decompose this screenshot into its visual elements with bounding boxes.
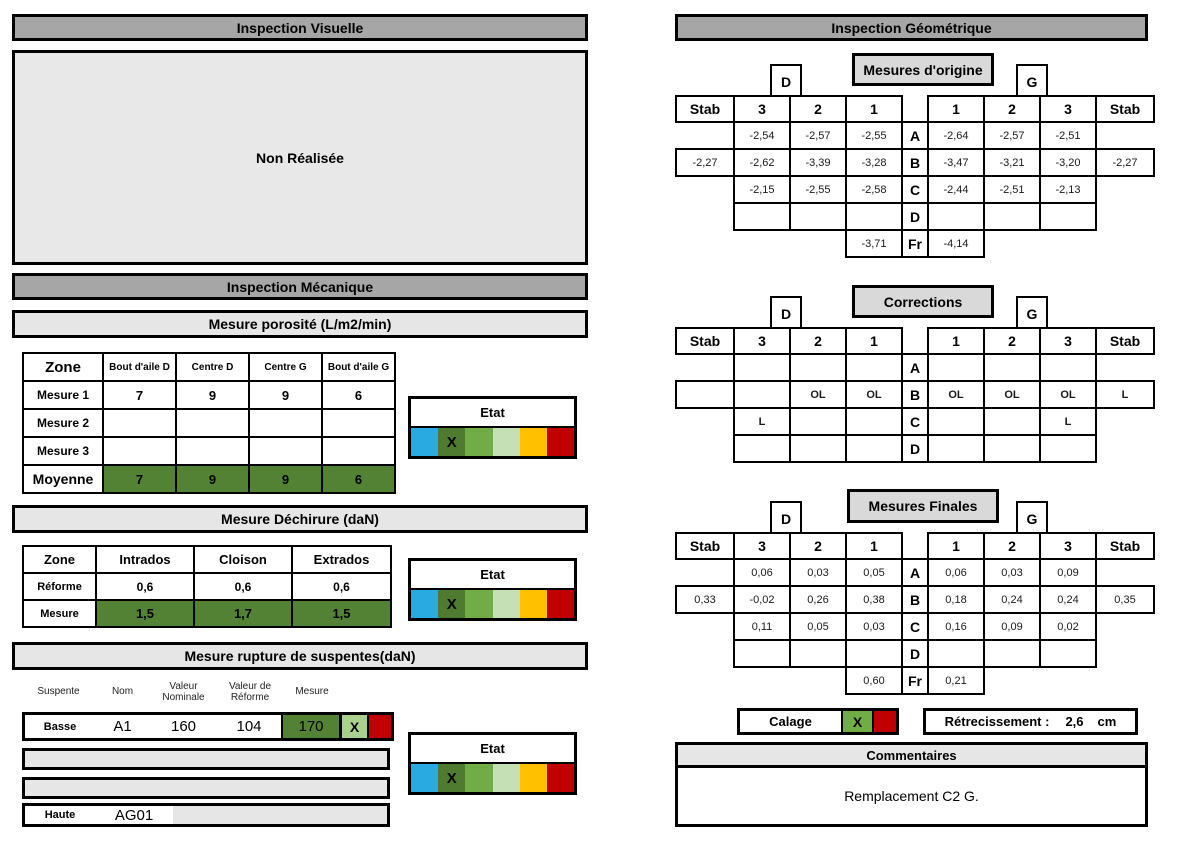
- corrections-B-rstab[interactable]: L: [1095, 380, 1155, 409]
- corrections-B-r2[interactable]: OL: [983, 380, 1041, 409]
- finales-B-l3[interactable]: -0,02: [733, 585, 791, 614]
- origin-B-l2[interactable]: -3,39: [789, 148, 847, 177]
- row-letter: C: [901, 175, 929, 204]
- finales-C-r2[interactable]: 0,09: [983, 612, 1041, 641]
- col-2: 2: [789, 95, 847, 123]
- row-label: Réforme: [22, 572, 97, 601]
- col-3: 3: [733, 327, 791, 355]
- origin-B-l1[interactable]: -3,28: [845, 148, 903, 177]
- geometric-inspection-header: Inspection Géométrique: [675, 14, 1148, 41]
- dechirure-col: Extrados: [291, 545, 392, 574]
- etat-cell-red[interactable]: [547, 428, 574, 456]
- finales-A-r2[interactable]: 0,03: [983, 558, 1041, 587]
- corrections-C-l1[interactable]: [845, 407, 903, 436]
- porosity-cell[interactable]: [321, 436, 396, 466]
- gap: [1095, 612, 1155, 641]
- row-label: Mesure 2: [22, 408, 104, 438]
- row-letter: B: [901, 148, 929, 177]
- origin-C-r2[interactable]: -2,51: [983, 175, 1041, 204]
- origin-Fr-r1[interactable]: -4,14: [927, 229, 985, 258]
- finales-A-r3[interactable]: 0,09: [1039, 558, 1097, 587]
- porosity-col: Bout d'aile G: [321, 352, 396, 382]
- etat-cell-amber[interactable]: [520, 428, 547, 456]
- corrections-A-l2[interactable]: [789, 353, 847, 382]
- origin-D-r2[interactable]: [983, 202, 1041, 231]
- etat-title: Etat: [411, 561, 574, 590]
- suspentes-column-labels: [22, 676, 394, 708]
- finales-D-r1[interactable]: [927, 639, 985, 668]
- row-letter: D: [901, 434, 929, 463]
- row-letter: A: [901, 121, 929, 150]
- porosity-row-moyenne: [22, 464, 396, 494]
- finales-C-r1[interactable]: 0,16: [927, 612, 985, 641]
- porosity-header: Mesure porosité (L/m2/min): [12, 310, 588, 338]
- col-3: 3: [1039, 95, 1097, 123]
- porosity-cell[interactable]: 9: [248, 380, 323, 410]
- grid-header-row: [675, 327, 1155, 355]
- origin-C-l1[interactable]: -2,58: [845, 175, 903, 204]
- origin-A-l3[interactable]: -2,54: [733, 121, 791, 150]
- origin-B-l3[interactable]: -2,62: [733, 148, 791, 177]
- col-2: 2: [983, 95, 1041, 123]
- gap: [675, 407, 735, 436]
- corrections-B-r3[interactable]: OL: [1039, 380, 1097, 409]
- calage-label: Calage: [740, 711, 841, 732]
- finales-B-rstab[interactable]: 0,35: [1095, 585, 1155, 614]
- dechirure-measure-cell: 1,7: [193, 599, 293, 628]
- grid-row-B: [675, 585, 1155, 614]
- row-letter: A: [901, 558, 929, 587]
- col-nom: Nom: [111, 686, 134, 698]
- etat-scale: [411, 590, 574, 618]
- col-3: 3: [1039, 532, 1097, 560]
- finales-Fr-l1[interactable]: 0,60: [845, 666, 903, 695]
- etat-cell-red[interactable]: [547, 764, 574, 792]
- gap: [1039, 229, 1097, 258]
- origin-grid: [675, 95, 1155, 258]
- gap: [1095, 202, 1155, 231]
- g-label: G: [1016, 296, 1048, 331]
- corrections-D-r2[interactable]: [983, 434, 1041, 463]
- row-letter: D: [901, 202, 929, 231]
- gap: [1095, 353, 1155, 382]
- finales-B-lstab[interactable]: 0,33: [675, 585, 735, 614]
- origin-B-r1[interactable]: -3,47: [927, 148, 985, 177]
- col-center-gap: [901, 532, 929, 560]
- porosity-average-cell: 7: [102, 464, 177, 494]
- row-letter: A: [901, 353, 929, 382]
- row-letter: D: [901, 639, 929, 668]
- gap: [675, 229, 735, 258]
- porosity-cell[interactable]: 9: [175, 380, 250, 410]
- origin-A-r1[interactable]: -2,64: [927, 121, 985, 150]
- col-stab: Stab: [675, 327, 735, 355]
- gap: [675, 353, 735, 382]
- suspente-mesure[interactable]: 170: [281, 715, 339, 738]
- gap: [675, 121, 735, 150]
- corrections-section: [675, 285, 1157, 465]
- dechirure-cell[interactable]: 0,6: [291, 572, 392, 601]
- origin-D-l1[interactable]: [845, 202, 903, 231]
- retrecissement-label: Rétrecissement :: [944, 714, 1050, 729]
- gap: [1095, 434, 1155, 463]
- etat-cell-green[interactable]: [465, 428, 492, 456]
- col-1: 1: [845, 532, 903, 560]
- col-3: 3: [733, 532, 791, 560]
- etat-cell-green[interactable]: [465, 590, 492, 618]
- finales-D-r2[interactable]: [983, 639, 1041, 668]
- finales-D-r3[interactable]: [1039, 639, 1097, 668]
- suspente-etat-red[interactable]: [367, 715, 391, 738]
- origin-C-r1[interactable]: -2,44: [927, 175, 985, 204]
- etat-cell-blue[interactable]: [411, 590, 438, 618]
- gap: [675, 612, 735, 641]
- porosity-average-cell: 6: [321, 464, 396, 494]
- finales-B-r2[interactable]: 0,24: [983, 585, 1041, 614]
- gap: [1095, 229, 1155, 258]
- porosity-cell[interactable]: [248, 436, 323, 466]
- gap: [1095, 175, 1155, 204]
- suspente-nom[interactable]: AG01: [114, 806, 154, 824]
- etat-cell-darkgreen-selected[interactable]: X: [438, 590, 465, 618]
- calage-box: [737, 708, 899, 735]
- finales-C-r3[interactable]: 0,02: [1039, 612, 1097, 641]
- grid-row-A: [675, 353, 1155, 382]
- finales-grid: [675, 532, 1155, 695]
- corrections-B-l2[interactable]: OL: [789, 380, 847, 409]
- origin-D-r1[interactable]: [927, 202, 985, 231]
- gap: [733, 229, 791, 258]
- grid-row-B: [675, 148, 1155, 177]
- dechirure-header: Mesure Déchirure (daN): [12, 505, 588, 533]
- corrections-A-r2[interactable]: [983, 353, 1041, 382]
- porosity-cell[interactable]: [175, 408, 250, 438]
- suspente-row-basse: [22, 712, 394, 741]
- etat-scale: [411, 764, 574, 792]
- col-suspente: Suspente: [37, 686, 80, 698]
- porosity-average-cell: 9: [248, 464, 323, 494]
- suspente-empty-fill: [173, 806, 387, 824]
- origin-A-l2[interactable]: -2,57: [789, 121, 847, 150]
- gap: [983, 229, 1041, 258]
- dechirure-row-reforme: [22, 572, 392, 601]
- col-center-gap: [901, 327, 929, 355]
- retrecissement-box: [923, 708, 1138, 735]
- finales-D-l3[interactable]: [733, 639, 791, 668]
- porosity-cell[interactable]: 6: [321, 380, 396, 410]
- row-letter: Fr: [901, 666, 929, 695]
- porosity-table: [22, 352, 396, 494]
- porosity-cell[interactable]: [102, 436, 177, 466]
- row-label: Moyenne: [22, 464, 104, 494]
- col-stab: Stab: [1095, 327, 1155, 355]
- finales-D-l1[interactable]: [845, 639, 903, 668]
- etat-scale: [411, 428, 574, 456]
- row-label: Mesure 1: [22, 380, 104, 410]
- grid-row-B: [675, 380, 1155, 409]
- grid-row-C: [675, 612, 1155, 641]
- porosity-average-cell: 9: [175, 464, 250, 494]
- col-valeur-nominale: Valeur Nominale: [162, 680, 205, 703]
- etat-cell-darkgreen-selected[interactable]: X: [438, 428, 465, 456]
- finales-C-l1[interactable]: 0,03: [845, 612, 903, 641]
- row-label: Mesure 3: [22, 436, 104, 466]
- etat-title: Etat: [411, 399, 574, 428]
- origin-B-rstab[interactable]: -2,27: [1095, 148, 1155, 177]
- porosity-col: Centre G: [248, 352, 323, 382]
- grid-row-C: [675, 175, 1155, 204]
- suspente-row-empty[interactable]: [22, 748, 390, 770]
- finales-B-r3[interactable]: 0,24: [1039, 585, 1097, 614]
- origin-C-l3[interactable]: -2,15: [733, 175, 791, 204]
- origin-section: [675, 53, 1157, 258]
- visual-inspection-header: Inspection Visuelle: [12, 14, 588, 41]
- corrections-B-lstab[interactable]: [675, 380, 735, 409]
- porosity-header-row: [22, 352, 396, 382]
- d-label: D: [770, 64, 802, 99]
- dechirure-cell[interactable]: 0,6: [95, 572, 195, 601]
- finales-B-r1[interactable]: 0,18: [927, 585, 985, 614]
- gap: [1095, 666, 1155, 695]
- col-1: 1: [927, 95, 985, 123]
- gap: [675, 175, 735, 204]
- finales-Fr-r1[interactable]: 0,21: [927, 666, 985, 695]
- corrections-D-l1[interactable]: [845, 434, 903, 463]
- etat-cell-lightgreen[interactable]: [493, 590, 520, 618]
- finales-A-l1[interactable]: 0,05: [845, 558, 903, 587]
- porosity-col-zone: Zone: [22, 352, 104, 382]
- origin-D-l2[interactable]: [789, 202, 847, 231]
- origin-A-r2[interactable]: -2,57: [983, 121, 1041, 150]
- suspente-zone: Basse: [43, 720, 77, 733]
- grid-row-D: [675, 639, 1155, 668]
- row-letter: C: [901, 407, 929, 436]
- corrections-C-l2[interactable]: [789, 407, 847, 436]
- corrections-D-l3[interactable]: [733, 434, 791, 463]
- col-3: 3: [1039, 327, 1097, 355]
- porosity-cell[interactable]: [321, 408, 396, 438]
- etat-cell-green[interactable]: [465, 764, 492, 792]
- col-stab: Stab: [675, 532, 735, 560]
- col-2: 2: [983, 532, 1041, 560]
- dechirure-col-zone: Zone: [22, 545, 97, 574]
- col-valeur-reforme: Valeur de Réforme: [228, 680, 272, 703]
- grid-header-row: [675, 95, 1155, 123]
- commentaires-header: Commentaires: [675, 742, 1148, 768]
- col-2: 2: [789, 532, 847, 560]
- grid-header-row: [675, 532, 1155, 560]
- etat-cell-blue[interactable]: [411, 764, 438, 792]
- row-label: Mesure: [22, 599, 97, 628]
- corrections-A-l3[interactable]: [733, 353, 791, 382]
- finales-label: Mesures Finales: [847, 489, 999, 523]
- retrecissement-value[interactable]: 2,6: [1065, 714, 1084, 729]
- d-label: D: [770, 296, 802, 331]
- etat-box-porosity: [408, 396, 577, 459]
- etat-cell-blue[interactable]: [411, 428, 438, 456]
- row-letter: B: [901, 585, 929, 614]
- finales-D-l2[interactable]: [789, 639, 847, 668]
- gap: [675, 434, 735, 463]
- commentaires-text[interactable]: Remplacement C2 G.: [675, 765, 1148, 827]
- gap: [983, 666, 1041, 695]
- dechirure-row-mesure: [22, 599, 392, 628]
- etat-cell-lightgreen[interactable]: [493, 428, 520, 456]
- porosity-cell[interactable]: 7: [102, 380, 177, 410]
- porosity-cell[interactable]: [175, 436, 250, 466]
- finales-B-l1[interactable]: 0,38: [845, 585, 903, 614]
- grid-row-A: [675, 121, 1155, 150]
- finales-C-l2[interactable]: 0,05: [789, 612, 847, 641]
- origin-A-r3[interactable]: -2,51: [1039, 121, 1097, 150]
- suspente-row-haute: [22, 803, 390, 827]
- origin-label: Mesures d'origine: [852, 53, 994, 86]
- gap: [1095, 121, 1155, 150]
- col-1: 1: [845, 327, 903, 355]
- origin-C-r3[interactable]: -2,13: [1039, 175, 1097, 204]
- finales-C-l3[interactable]: 0,11: [733, 612, 791, 641]
- g-label: G: [1016, 501, 1048, 536]
- gap: [675, 666, 735, 695]
- corrections-D-r1[interactable]: [927, 434, 985, 463]
- origin-D-r3[interactable]: [1039, 202, 1097, 231]
- origin-Fr-l1[interactable]: -3,71: [845, 229, 903, 258]
- d-label: D: [770, 501, 802, 536]
- dechirure-measure-cell: 1,5: [291, 599, 392, 628]
- row-letter: Fr: [901, 229, 929, 258]
- gap: [1095, 407, 1155, 436]
- corrections-D-l2[interactable]: [789, 434, 847, 463]
- origin-B-r2[interactable]: -3,21: [983, 148, 1041, 177]
- grid-row-A: [675, 558, 1155, 587]
- corrections-A-r1[interactable]: [927, 353, 985, 382]
- gap: [675, 558, 735, 587]
- row-letter: B: [901, 380, 929, 409]
- corrections-label: Corrections: [852, 285, 994, 318]
- g-label: G: [1016, 64, 1048, 99]
- etat-cell-lightgreen[interactable]: [493, 764, 520, 792]
- grid-row-D: [675, 202, 1155, 231]
- col-1: 1: [927, 327, 985, 355]
- corrections-B-l3[interactable]: [733, 380, 791, 409]
- grid-row-D: [675, 434, 1155, 463]
- corrections-B-r1[interactable]: OL: [927, 380, 985, 409]
- col-2: 2: [983, 327, 1041, 355]
- mechanical-inspection-header: Inspection Mécanique: [12, 273, 588, 300]
- origin-D-l3[interactable]: [733, 202, 791, 231]
- origin-C-l2[interactable]: -2,55: [789, 175, 847, 204]
- etat-cell-darkgreen-selected[interactable]: X: [438, 764, 465, 792]
- gap: [789, 229, 847, 258]
- porosity-row-mesure1: [22, 380, 396, 410]
- corrections-C-l3[interactable]: L: [733, 407, 791, 436]
- suspente-zone: Haute: [44, 809, 76, 821]
- corrections-C-r1[interactable]: [927, 407, 985, 436]
- col-stab: Stab: [1095, 95, 1155, 123]
- origin-A-l1[interactable]: -2,55: [845, 121, 903, 150]
- visual-inspection-status-box[interactable]: Non Réalisée: [12, 50, 588, 265]
- dechirure-header-row: [22, 545, 392, 574]
- etat-box-suspentes: [408, 732, 577, 795]
- porosity-row-mesure2: [22, 408, 396, 438]
- corrections-A-r3[interactable]: [1039, 353, 1097, 382]
- corrections-C-r2[interactable]: [983, 407, 1041, 436]
- dechirure-cell[interactable]: 0,6: [193, 572, 293, 601]
- finales-A-l2[interactable]: 0,03: [789, 558, 847, 587]
- porosity-col: Bout d'aile D: [102, 352, 177, 382]
- corrections-D-r3[interactable]: [1039, 434, 1097, 463]
- col-center-gap: [901, 95, 929, 123]
- finales-section: [675, 489, 1157, 694]
- origin-B-r3[interactable]: -3,20: [1039, 148, 1097, 177]
- etat-cell-amber[interactable]: [520, 590, 547, 618]
- porosity-row-mesure3: [22, 436, 396, 466]
- suspente-nominale[interactable]: 160: [170, 718, 197, 735]
- corrections-A-l1[interactable]: [845, 353, 903, 382]
- finales-A-l3[interactable]: 0,06: [733, 558, 791, 587]
- calage-red[interactable]: [872, 711, 896, 732]
- dechirure-col: Intrados: [95, 545, 195, 574]
- corrections-B-l1[interactable]: OL: [845, 380, 903, 409]
- grid-row-C: [675, 407, 1155, 436]
- grid-row-Fr: [675, 229, 1155, 258]
- gap: [675, 639, 735, 668]
- suspente-row-empty[interactable]: [22, 777, 390, 799]
- gap: [1095, 558, 1155, 587]
- etat-title: Etat: [411, 735, 574, 764]
- col-stab: Stab: [1095, 532, 1155, 560]
- col-stab: Stab: [675, 95, 735, 123]
- etat-box-dechirure: [408, 558, 577, 621]
- retrecissement-unit: cm: [1097, 714, 1117, 729]
- col-1: 1: [927, 532, 985, 560]
- etat-cell-red[interactable]: [547, 590, 574, 618]
- col-mesure: Mesure: [295, 686, 329, 698]
- dechirure-col: Cloison: [193, 545, 293, 574]
- gap: [1095, 639, 1155, 668]
- grid-row-Fr: [675, 666, 1155, 695]
- col-3: 3: [733, 95, 791, 123]
- row-letter: C: [901, 612, 929, 641]
- porosity-cell[interactable]: [102, 408, 177, 438]
- porosity-cell[interactable]: [248, 408, 323, 438]
- gap: [1039, 666, 1097, 695]
- dechirure-table: [22, 545, 392, 628]
- finales-A-r1[interactable]: 0,06: [927, 558, 985, 587]
- suspente-reforme[interactable]: 104: [236, 718, 262, 735]
- col-1: 1: [845, 95, 903, 123]
- porosity-col: Centre D: [175, 352, 250, 382]
- corrections-C-r3[interactable]: L: [1039, 407, 1097, 436]
- finales-B-l2[interactable]: 0,26: [789, 585, 847, 614]
- gap: [675, 202, 735, 231]
- suspentes-header: Mesure rupture de suspentes(daN): [12, 642, 588, 670]
- gap: [789, 666, 847, 695]
- col-2: 2: [789, 327, 847, 355]
- calage-mark-green[interactable]: X: [841, 711, 872, 732]
- gap: [733, 666, 791, 695]
- suspente-nom[interactable]: A1: [113, 718, 132, 735]
- etat-cell-amber[interactable]: [520, 764, 547, 792]
- suspente-etat-mark[interactable]: X: [339, 715, 367, 738]
- corrections-grid: [675, 327, 1155, 463]
- origin-B-lstab[interactable]: -2,27: [675, 148, 735, 177]
- dechirure-measure-cell: 1,5: [95, 599, 195, 628]
